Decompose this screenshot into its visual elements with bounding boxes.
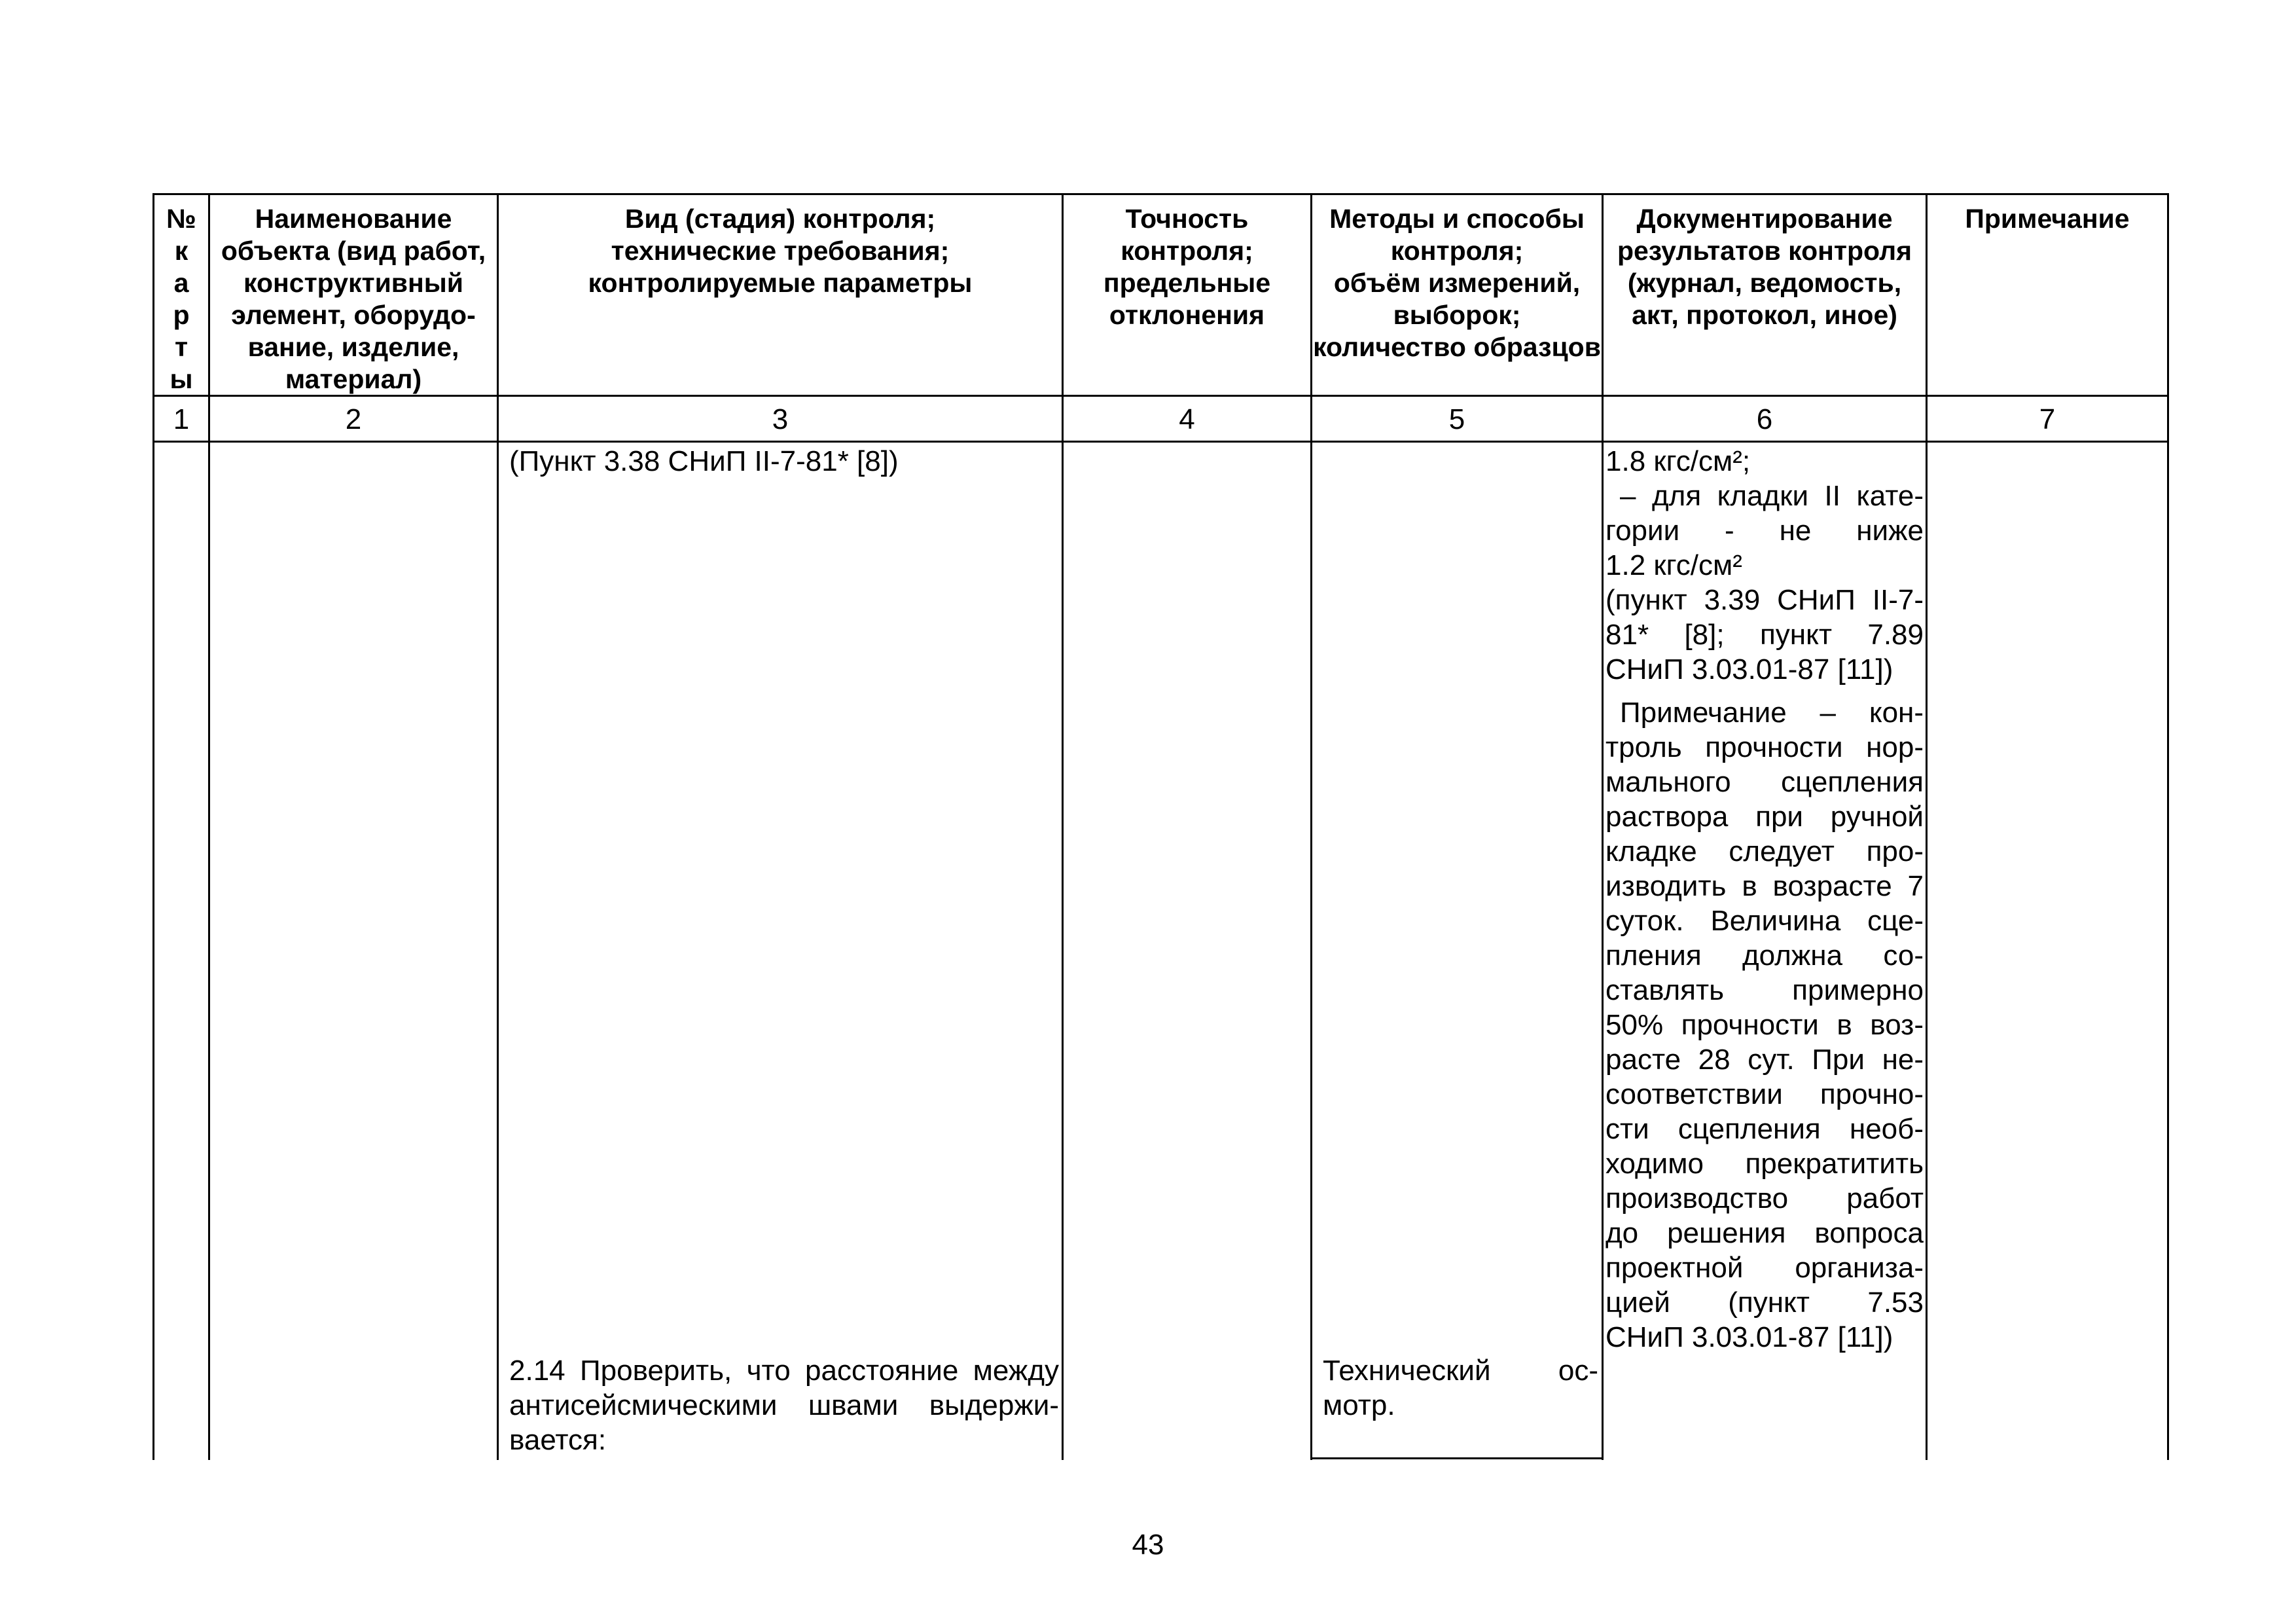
column-numbers-bottom-border xyxy=(152,441,2169,443)
col4-col5-divider xyxy=(1310,193,1312,1460)
col6-col7-divider xyxy=(1926,193,1928,1460)
table-right-border xyxy=(2167,193,2169,1460)
header-accuracy: Точность контроля; предельные отклонения xyxy=(1103,204,1271,330)
column-number-1: 1 xyxy=(173,403,190,435)
header-card-number: № к а р т ы xyxy=(166,204,196,394)
column-number-5: 5 xyxy=(1448,403,1465,435)
header-notes: Примечание xyxy=(1965,204,2130,234)
col5-cell-bottom-border xyxy=(1310,1457,1604,1459)
column-number-3: 3 xyxy=(772,403,789,435)
column-number-6: 6 xyxy=(1756,403,1773,435)
col6-note-block: Примечание – кон- троль прочности нор- мального сцепления раствора при ручной кладке следует про- изводить в возрасте 7 суток. Величина сце- пления должна со- ставлять примерно 50% прочности в воз- расте 28 сут. При не- соответствии прочно- сти сцепления необ- ходимо прекратитить производство работ до решения вопроса проектной организа- цией (пункт 7.53 СНиП 3.03.01-87 [11]) xyxy=(1605,697,1924,1353)
column-number-2: 2 xyxy=(345,403,362,435)
page-number: 43 xyxy=(1132,1529,1164,1561)
table-top-border xyxy=(152,193,2169,195)
col5-method-inspection: Технический ос- мотр. xyxy=(1323,1355,1598,1421)
col2-col3-divider xyxy=(497,193,499,1460)
header-documentation: Документирование результатов контроля (журнал, ведомость, акт, протокол, иное) xyxy=(1617,204,1912,330)
column-number-4: 4 xyxy=(1179,403,1195,435)
header-control-type: Вид (стадия) контроля; технические требования; контролируемые параметры xyxy=(588,204,973,298)
col3-reference-snip: (Пункт 3.38 СНиП II-7-81* [8]) xyxy=(509,445,899,477)
col5-col6-divider xyxy=(1602,193,1604,1460)
col6-requirements-block: 1.8 кгс/см²; – для кладки II кате- гории - не ниже 1.2 кгс/см² (пункт 3.39 СНиП II-7- 81* [8]; пункт 7.89 СНиП 3.03.01-87 [11]) xyxy=(1605,445,1924,685)
column-number-7: 7 xyxy=(2039,403,2056,435)
header-methods: Методы и способы контроля; объём измерений, выборок; количество образцов xyxy=(1313,204,1601,362)
col3-item-2-14: 2.14 Проверить, что расстояние между антисейсмическими швами выдержи- вается: xyxy=(509,1355,1059,1456)
header-object-name: Наименование объекта (вид работ, конструктивный элемент, оборудо- вание, изделие, материал) xyxy=(221,204,486,394)
col3-col4-divider xyxy=(1062,193,1064,1460)
